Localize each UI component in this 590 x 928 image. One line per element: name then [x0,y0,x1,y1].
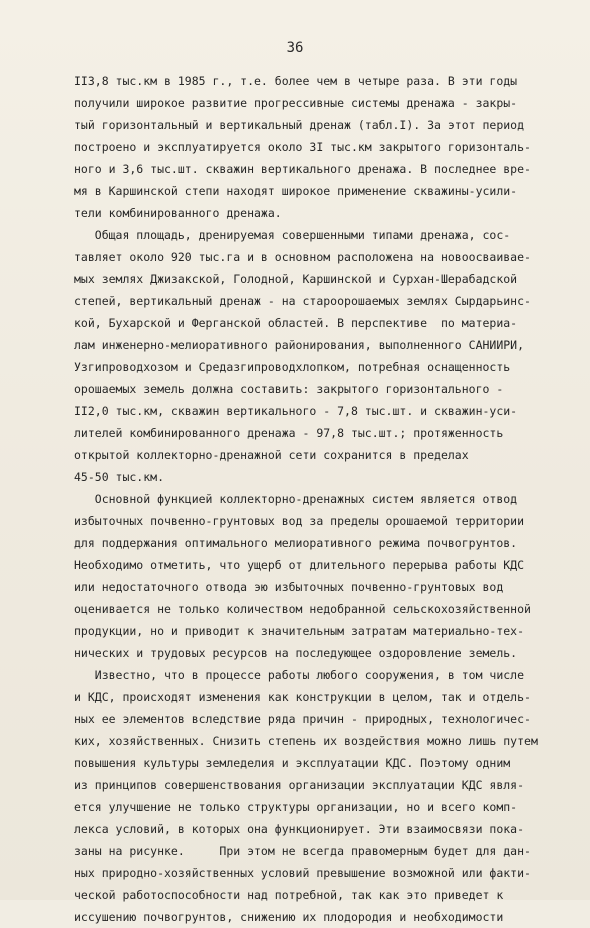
text-line: Основной функцией коллекторно-дренажных систем является отвод [74,492,518,506]
text-line: 45-50 тыс.км. [74,470,165,484]
body-text [74,70,544,928]
text-line: ных природно-хозяйственных условий превышение возможной или факти- [74,866,531,880]
text-line: тавляет около 920 тыс.га и в основном расположена на новоосваивае- [74,250,531,264]
text-line: оценивается не только количеством недобранной сельскохозяйственной [74,602,531,616]
text-line: иссушению почвогрунтов, снижению их плодородия и необходимости [74,910,504,924]
text-line: получили широкое развитие прогрессивные системы дренажа - закры- [74,96,518,110]
text-line: открытой коллекторно-дренажной сети сохранится в пределах [74,448,469,462]
text-line: ких, хозяйственных. Снизить степень их воздействия можно лишь путем [74,734,538,748]
text-line: и КДС, происходят изменения как конструкции в целом, так и отдель- [74,690,531,704]
text-line: кой, Бухарской и Ферганской областей. В перспективе по материа- [74,316,518,330]
text-line: II2,0 тыс.км, скважин вертикального - 7,8 тыс.шт. и скважин-уси- [74,404,518,418]
text-line: из принципов совершенствования организации эксплуатации КДС явля- [74,778,525,792]
text-line: избыточных почвенно-грунтовых вод за пределы орошаемой территории [74,514,525,528]
text-line: Узгипроводхозом и Средазгипроводхлопком, потребная оснащенность [74,360,511,374]
text-line: Известно, что в процессе работы любого сооружения, в том числе [74,668,525,682]
text-line: мых землях Джизакской, Голодной, Каршинской и Сурхан-Шерабадской [74,272,518,286]
text-line: тый горизонтальный и вертикальный дренаж (табл.I). За этот период [74,118,525,132]
text-line: нических и трудовых ресурсов на последующее оздоровление земель. [74,646,518,660]
text-line: заны на рисунке. При этом не всегда правомерным будет для дан- [74,844,531,858]
text-line: ных ее элементов вследствие ряда причин - природных, технологичес- [74,712,531,726]
text-line: или недостаточного отвода эю избыточных почвенно-грунтовых вод [74,580,504,594]
text-line: продукции, но и приводит к значительным затратам материально-тех- [74,624,525,638]
text-line: повышения культуры земледелия и эксплуатации КДС. Поэтому одним [74,756,511,770]
text-line: ного и 3,6 тыс.шт. скважин вертикального дренажа. В последнее вре- [74,162,531,176]
text-line: ческой работоспособности над потребной, так как это приведет к [74,888,504,902]
text-line: лителей комбинированного дренажа - 97,8 тыс.шт.; протяженность [74,426,504,440]
text-line: степей, вертикальный дренаж - на староорошаемых землях Сырдарьинс- [74,294,531,308]
text-line: орошаемых земель должна составить: закрытого горизонтального - [74,382,504,396]
text-line: для поддержания оптимального мелиоративного режима почвогрунтов. [74,536,518,550]
text-line: II3,8 тыс.км в 1985 г., т.е. более чем в четыре раза. В эти годы [74,74,518,88]
text-line: лам инженерно-мелиоративного районирования, выполненного САНИИРИ, [74,338,525,352]
text-line: ется улучшение не только структуры организации, но и всего комп- [74,800,518,814]
text-line: мя в Каршинской степи находят широкое применение скважины-усили- [74,184,518,198]
text-line: построено и эксплуатируется около 3I тыс.км закрытого горизонталь- [74,140,531,154]
text-line: тели комбинированного дренажа. [74,206,282,220]
text-line: Необходимо отметить, что ущерб от длительного перерыва работы КДС [74,558,525,572]
text-line: лекса условий, в которых она функционирует. Эти взаимосвязи пока- [74,822,525,836]
page-number: 36 [286,40,304,56]
text-line: Общая площадь, дренируемая совершенными типами дренажа, сос- [74,228,511,242]
